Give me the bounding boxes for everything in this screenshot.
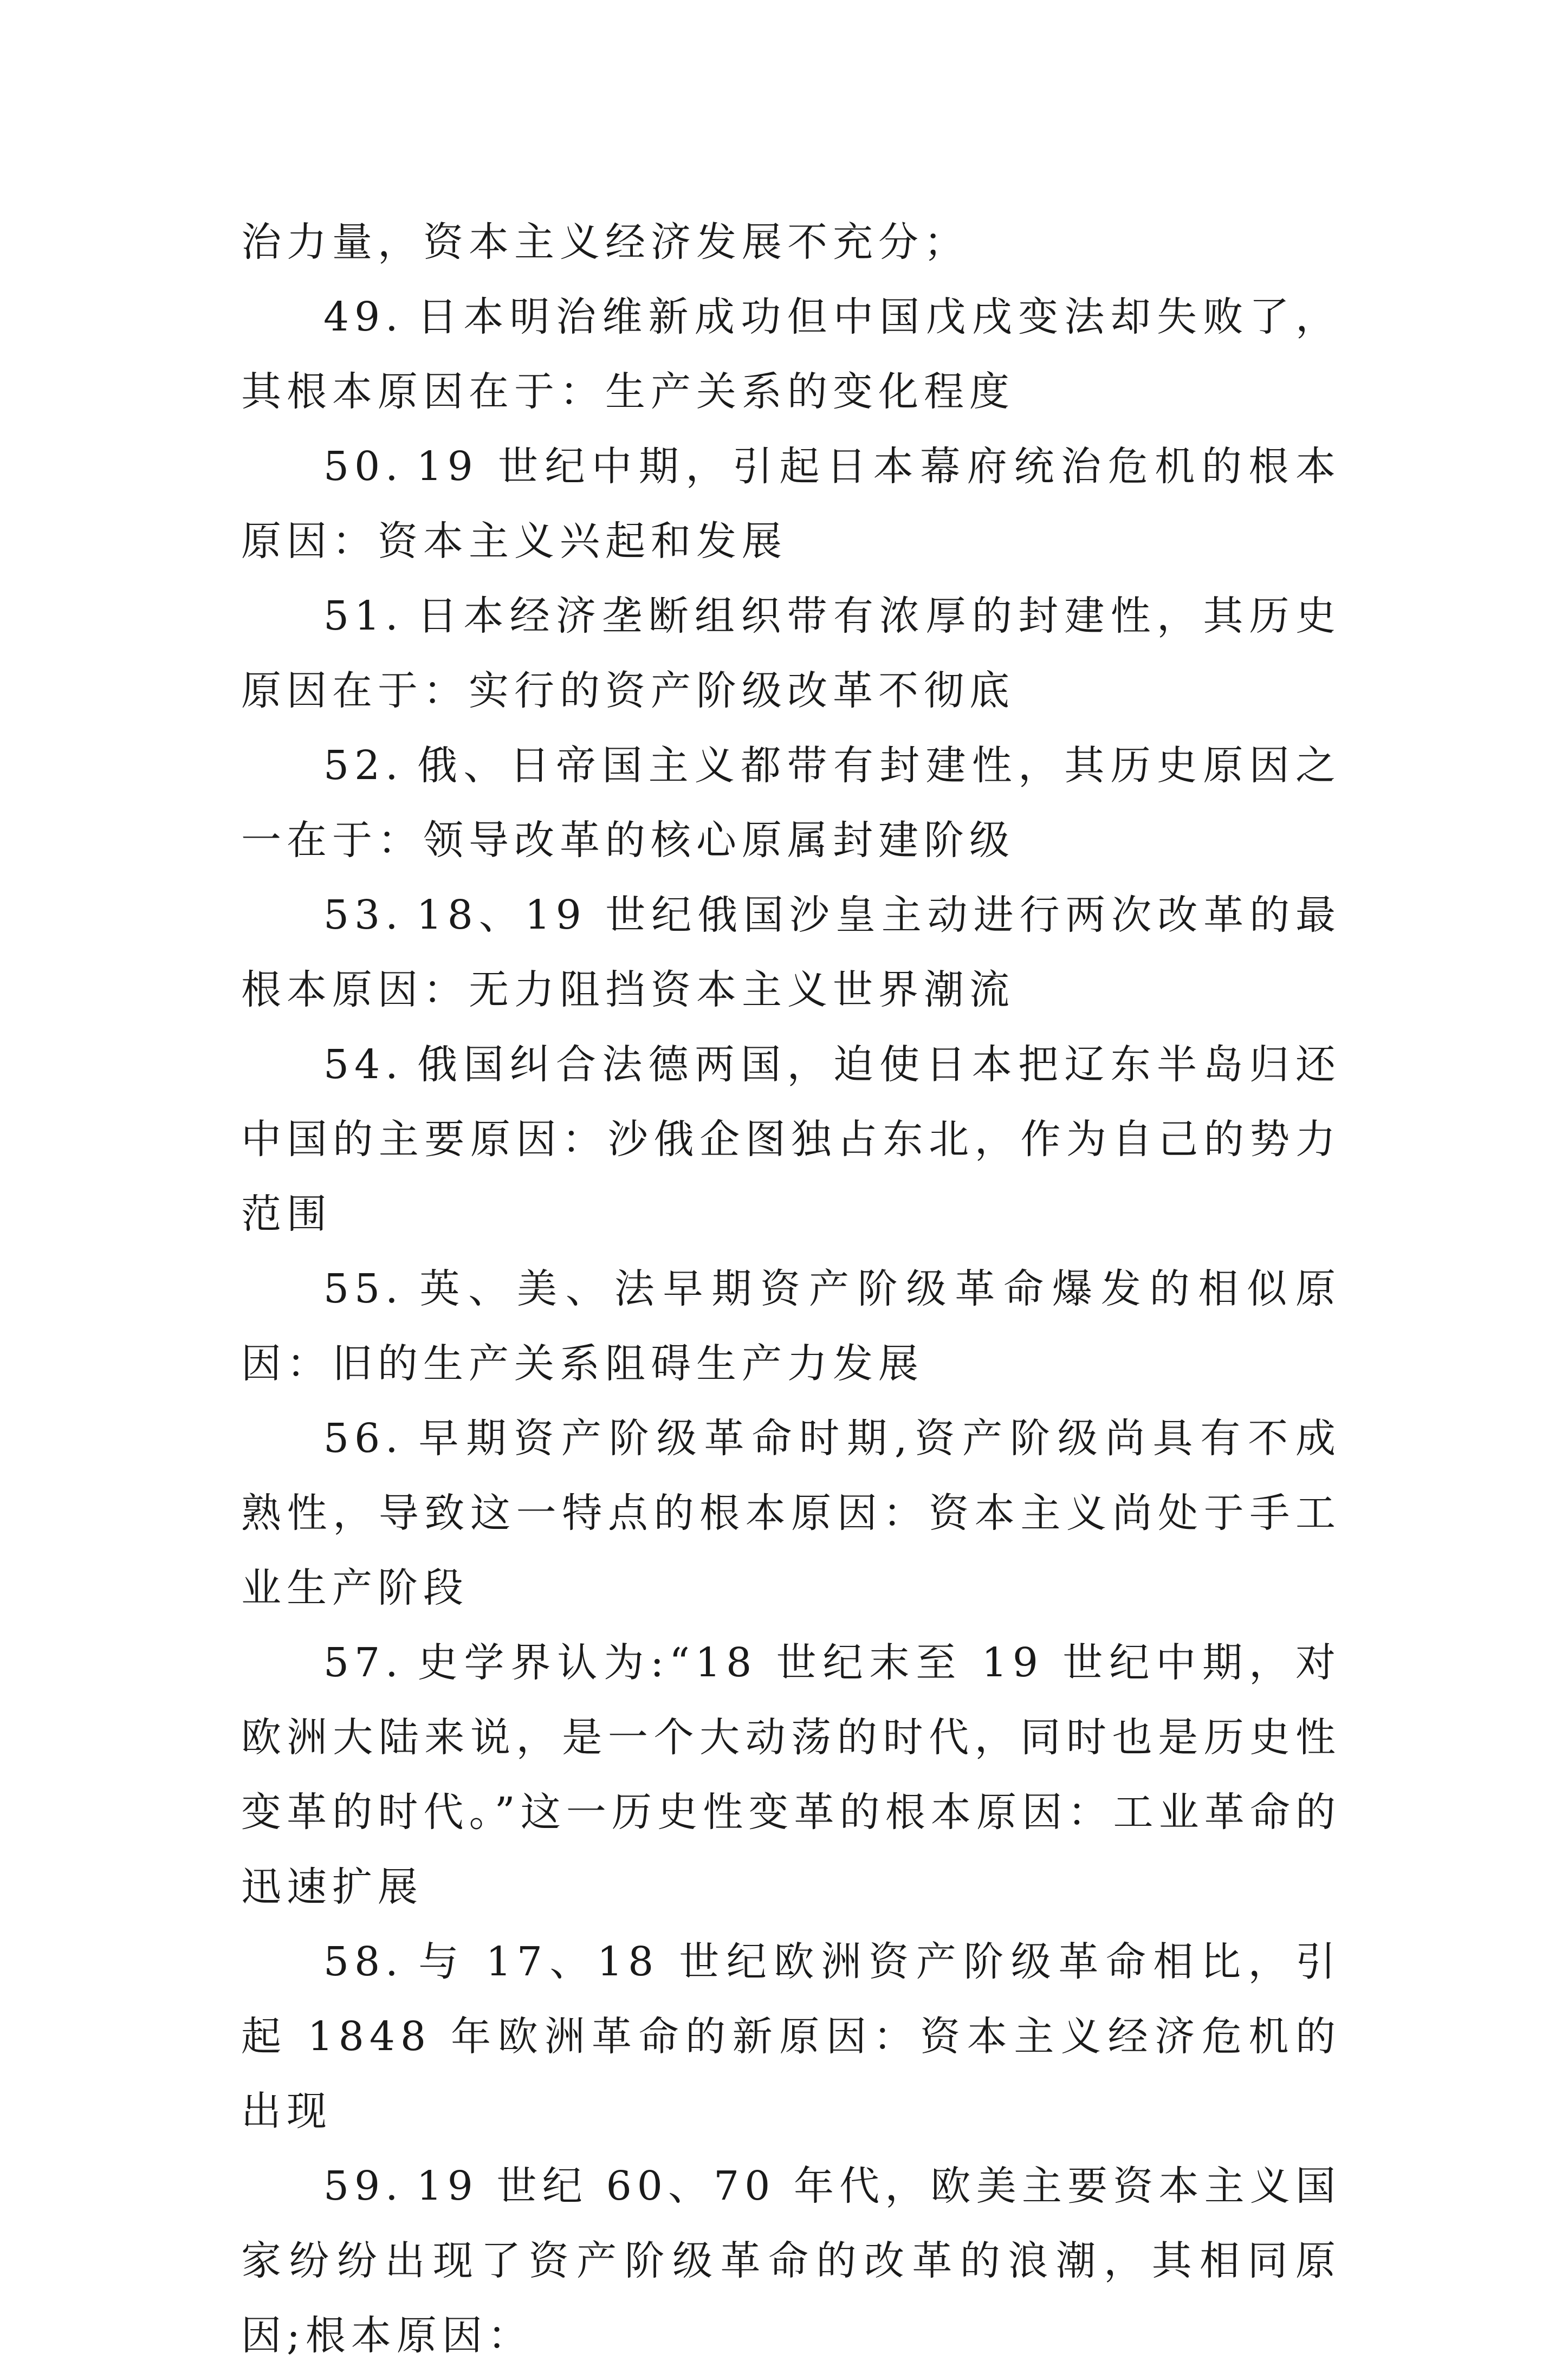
- list-item: [241, 1401, 1341, 1625]
- list-item: [241, 1924, 1341, 2149]
- list-item: [241, 579, 1341, 728]
- item-text: 日本经济垄断组织带有浓厚的封建性，其历史原因在于：实行的资产阶级改革不彻底: [241, 593, 1341, 714]
- item-number: 58.: [323, 1938, 404, 1985]
- lead-fragment: 治力量，资本主义经济发展不充分；: [241, 219, 969, 265]
- item-number: 57.: [323, 1639, 404, 1686]
- item-text: 早期资产阶级革命时期,资产阶级尚具有不成熟性，导致这一特点的根本原因：资本主义尚处于手工业生产阶段: [241, 1415, 1341, 1611]
- item-number: 51.: [323, 593, 404, 639]
- list-item: [241, 1027, 1341, 1252]
- list-item: [241, 1625, 1341, 1924]
- list-item: [241, 280, 1341, 429]
- item-text: 19 世纪 60、70 年代，欧美主要资本主义国家纷纷出现了资产阶级革命的改革的浪潮，其相同原因;根本原因：: [241, 2163, 1341, 2359]
- item-number: 59.: [323, 2163, 404, 2209]
- item-number: 54.: [323, 1041, 404, 1088]
- item-number: 55.: [323, 1266, 404, 1312]
- list-item: [241, 878, 1341, 1027]
- item-text: 19 世纪中期，引起日本幕府统治危机的根本原因：资本主义兴起和发展: [241, 443, 1341, 565]
- list-item: [241, 2149, 1341, 2373]
- item-text: 俄国纠合法德两国，迫使日本把辽东半岛归还中国的主要原因：沙俄企图独占东北，作为自己的势力范围: [241, 1041, 1341, 1237]
- item-text: 英、美、法早期资产阶级革命爆发的相似原因：旧的生产关系阻碍生产力发展: [241, 1266, 1341, 1387]
- item-number: 56.: [323, 1415, 404, 1462]
- list-item: [241, 429, 1341, 579]
- item-text: 18、19 世纪俄国沙皇主动进行两次改革的最根本原因：无力阻挡资本主义世界潮流: [241, 892, 1341, 1013]
- item-number: 50.: [323, 443, 404, 490]
- document-body: [241, 205, 1341, 2373]
- item-number: 52.: [323, 742, 404, 789]
- list-item: [241, 1252, 1341, 1401]
- item-text: 与 17、18 世纪欧洲资产阶级革命相比，引起 1848 年欧洲革命的新原因：资本主义经济危机的出现: [241, 1938, 1341, 2135]
- item-number: 49.: [323, 294, 404, 340]
- list-item: [241, 728, 1341, 878]
- item-text: 史学界认为:“18 世纪末至 19 世纪中期，对欧洲大陆来说，是一个大动荡的时代，同时也是历史性变革的时代。”这一历史性变革的根本原因：工业革命的迅速扩展: [241, 1639, 1341, 1910]
- item-text: 日本明治维新成功但中国戊戌变法却失败了，其根本原因在于：生产关系的变化程度: [241, 294, 1341, 415]
- item-text: 俄、日帝国主义都带有封建性，其历史原因之一在于：领导改革的核心原属封建阶级: [241, 742, 1341, 864]
- item-number: 53.: [323, 892, 404, 938]
